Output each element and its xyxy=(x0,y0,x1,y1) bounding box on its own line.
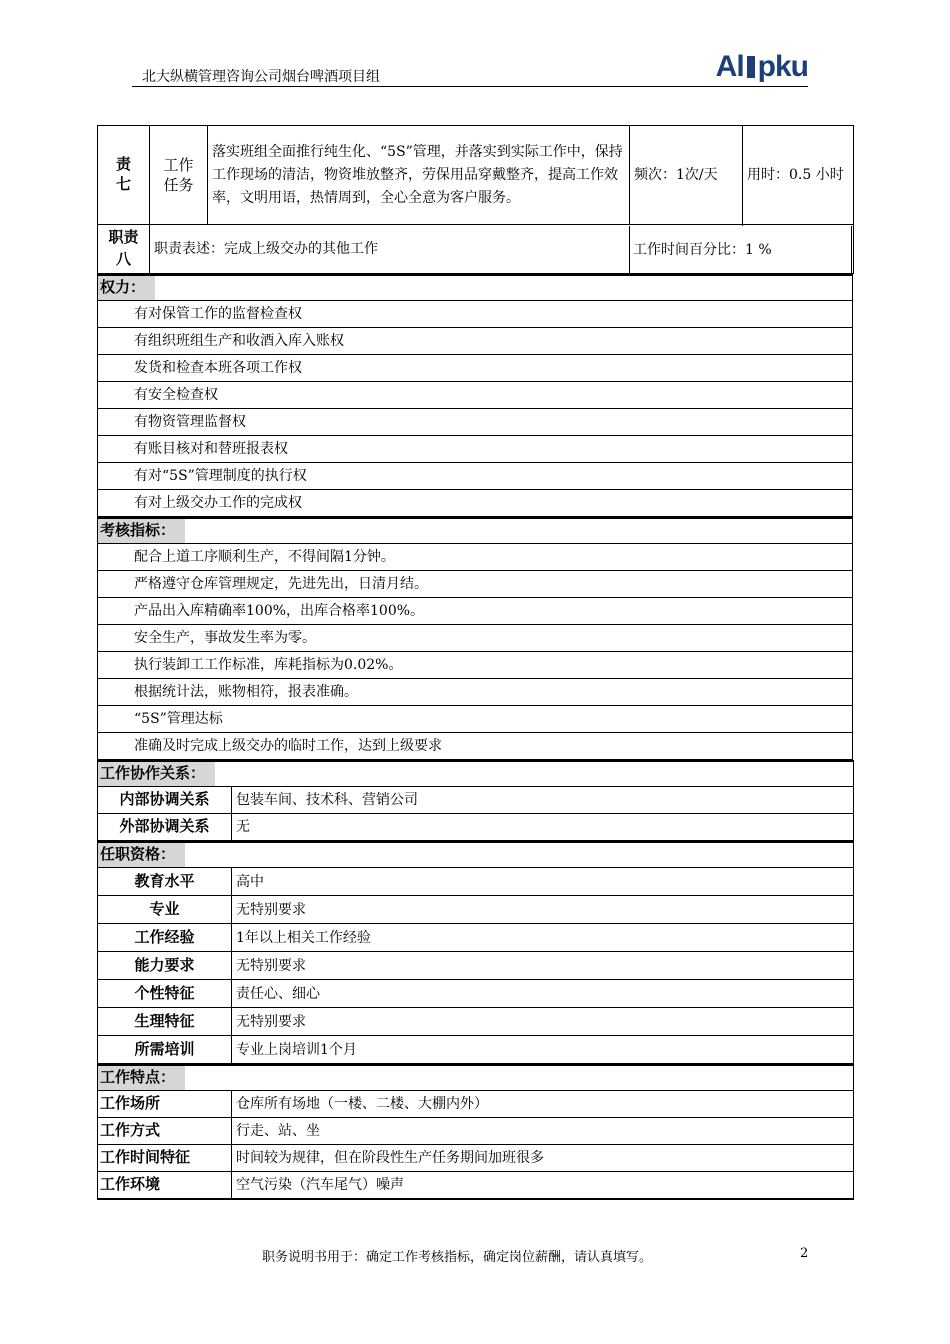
qualification-value: 1年以上相关工作经验 xyxy=(232,924,854,952)
authority-row xyxy=(98,490,853,517)
authority-item: 有安全检查权 xyxy=(98,382,853,409)
duty-seven-description: 落实班组全面推行纯生化、“5S”管理，并落实到实际工作中，保持工作现场的清洁，物资堆放整齐，劳保用品穿戴整齐，提高工作效率，文明用语，热情周到，全心全意为客户服务。 xyxy=(208,126,630,225)
feature-value: 空气污染（汽车尾气）噪声 xyxy=(232,1172,854,1200)
feature-key: 工作方式 xyxy=(98,1118,232,1145)
kpi-item: 严格遵守仓库管理规定，先进先出，日清月结。 xyxy=(98,571,853,598)
qualification-value: 无特别要求 xyxy=(232,1008,854,1036)
kpi-row xyxy=(98,571,853,598)
qualification-key: 专业 xyxy=(98,896,232,924)
authority-item: 有对保管工作的监督检查权 xyxy=(98,301,853,328)
authority-item: 有账目核对和替班报表权 xyxy=(98,436,853,463)
authority-item: 发货和检查本班各项工作权 xyxy=(98,355,853,382)
authority-item: 有组织班组生产和收酒入库入账权 xyxy=(98,328,853,355)
qualification-value: 专业上岗培训1个月 xyxy=(232,1036,854,1064)
relation-key: 外部协调关系 xyxy=(98,814,232,841)
feature-value: 行走、站、坐 xyxy=(232,1118,854,1145)
page-header xyxy=(132,50,808,87)
qualification-key: 个性特征 xyxy=(98,980,232,1008)
duty-eight-label: 职责 八 xyxy=(98,225,150,274)
feature-key: 工作时间特征 xyxy=(98,1145,232,1172)
qualification-key: 所需培训 xyxy=(98,1036,232,1064)
authority-title: 权力： xyxy=(98,276,155,300)
qualification-key: 教育水平 xyxy=(98,868,232,896)
footer-note: 职务说明书用于：确定工作考核指标，确定岗位薪酬，请认真填写。 xyxy=(262,1250,653,1265)
job-description-table xyxy=(97,125,853,1200)
duty-eight-description: 职责表述：完成上级交办的其他工作 xyxy=(150,225,743,274)
authority-section xyxy=(97,274,853,517)
kpi-row xyxy=(98,679,853,706)
kpi-item: 准确及时完成上级交办的临时工作，达到上级要求 xyxy=(98,733,853,760)
feature-value: 仓库所有场地（一楼、二楼、大棚内外） xyxy=(232,1091,854,1118)
authority-item: 有物资管理监督权 xyxy=(98,409,853,436)
feature-value: 时间较为规律，但在阶段性生产任务期间加班很多 xyxy=(232,1145,854,1172)
kpi-row xyxy=(98,625,853,652)
kpi-item: 配合上道工序顺利生产，不得间隔1分钟。 xyxy=(98,544,853,571)
features-section xyxy=(97,1064,854,1200)
kpi-title: 考核指标： xyxy=(98,519,185,543)
kpi-row xyxy=(98,733,853,760)
kpi-item: 产品出入库精确率100%，出库合格率100%。 xyxy=(98,598,853,625)
qualification-value: 无特别要求 xyxy=(232,896,854,924)
kpi-item: 安全生产，事故发生率为零。 xyxy=(98,625,853,652)
qualification-key: 工作经验 xyxy=(98,924,232,952)
kpi-item: 执行装卸工工作标准，库耗指标为0.02%。 xyxy=(98,652,853,679)
relation-key: 内部协调关系 xyxy=(98,787,232,814)
kpi-item: 根据统计法，账物相符，报表准确。 xyxy=(98,679,853,706)
feature-row xyxy=(98,1118,854,1145)
authority-row xyxy=(98,328,853,355)
qualifications-section xyxy=(97,841,854,1064)
page-number: 2 xyxy=(800,1246,809,1261)
alpku-logo: Al pku xyxy=(715,50,808,83)
qualifications-title: 任职资格： xyxy=(98,843,185,867)
qualification-row xyxy=(98,980,854,1008)
authority-row xyxy=(98,436,853,463)
feature-key: 工作场所 xyxy=(98,1091,232,1118)
kpi-row xyxy=(98,598,853,625)
relation-row xyxy=(98,787,854,814)
duty-seven-frequency: 频次：1次/天 xyxy=(630,126,743,225)
relations-title: 工作协作关系： xyxy=(98,762,215,786)
kpi-row xyxy=(98,706,853,733)
duty-seven-time: 用时：0.5 小时 xyxy=(743,126,854,225)
kpi-section xyxy=(97,517,853,760)
qualification-value: 无特别要求 xyxy=(232,952,854,980)
qualification-row xyxy=(98,896,854,924)
duty-eight-percent-text: 工作时间百分比：1 % xyxy=(633,242,772,258)
relations-section xyxy=(97,760,854,841)
qualification-value: 责任心、细心 xyxy=(232,980,854,1008)
authority-item: 有对上级交办工作的完成权 xyxy=(98,490,853,517)
features-title: 工作特点： xyxy=(98,1066,185,1090)
qualification-key: 能力要求 xyxy=(98,952,232,980)
feature-row xyxy=(98,1145,854,1172)
company-name: 北大纵横管理咨询公司烟台啤酒项目组 xyxy=(142,69,380,85)
task-label: 工作 任务 xyxy=(150,126,208,225)
feature-row xyxy=(98,1172,854,1200)
authority-item: 有对“5S”管理制度的执行权 xyxy=(98,463,853,490)
kpi-row xyxy=(98,544,853,571)
authority-row xyxy=(98,409,853,436)
kpi-item: “5S”管理达标 xyxy=(98,706,853,733)
relation-row xyxy=(98,814,854,841)
qualification-row xyxy=(98,1036,854,1064)
duty-seven-label: 责 七 xyxy=(98,126,150,225)
relation-value: 无 xyxy=(232,814,854,841)
authority-row xyxy=(98,301,853,328)
qualification-row xyxy=(98,1008,854,1036)
qualification-row xyxy=(98,952,854,980)
qualification-key: 生理特征 xyxy=(98,1008,232,1036)
duty-seven-row xyxy=(98,126,854,225)
authority-row xyxy=(98,382,853,409)
relation-value: 包装车间、技术科、营销公司 xyxy=(232,787,854,814)
qualification-value: 高中 xyxy=(232,868,854,896)
authority-row xyxy=(98,355,853,382)
feature-row xyxy=(98,1091,854,1118)
authority-row xyxy=(98,463,853,490)
qualification-row xyxy=(98,868,854,896)
qualification-row xyxy=(98,924,854,952)
kpi-row xyxy=(98,652,853,679)
feature-key: 工作环境 xyxy=(98,1172,232,1200)
